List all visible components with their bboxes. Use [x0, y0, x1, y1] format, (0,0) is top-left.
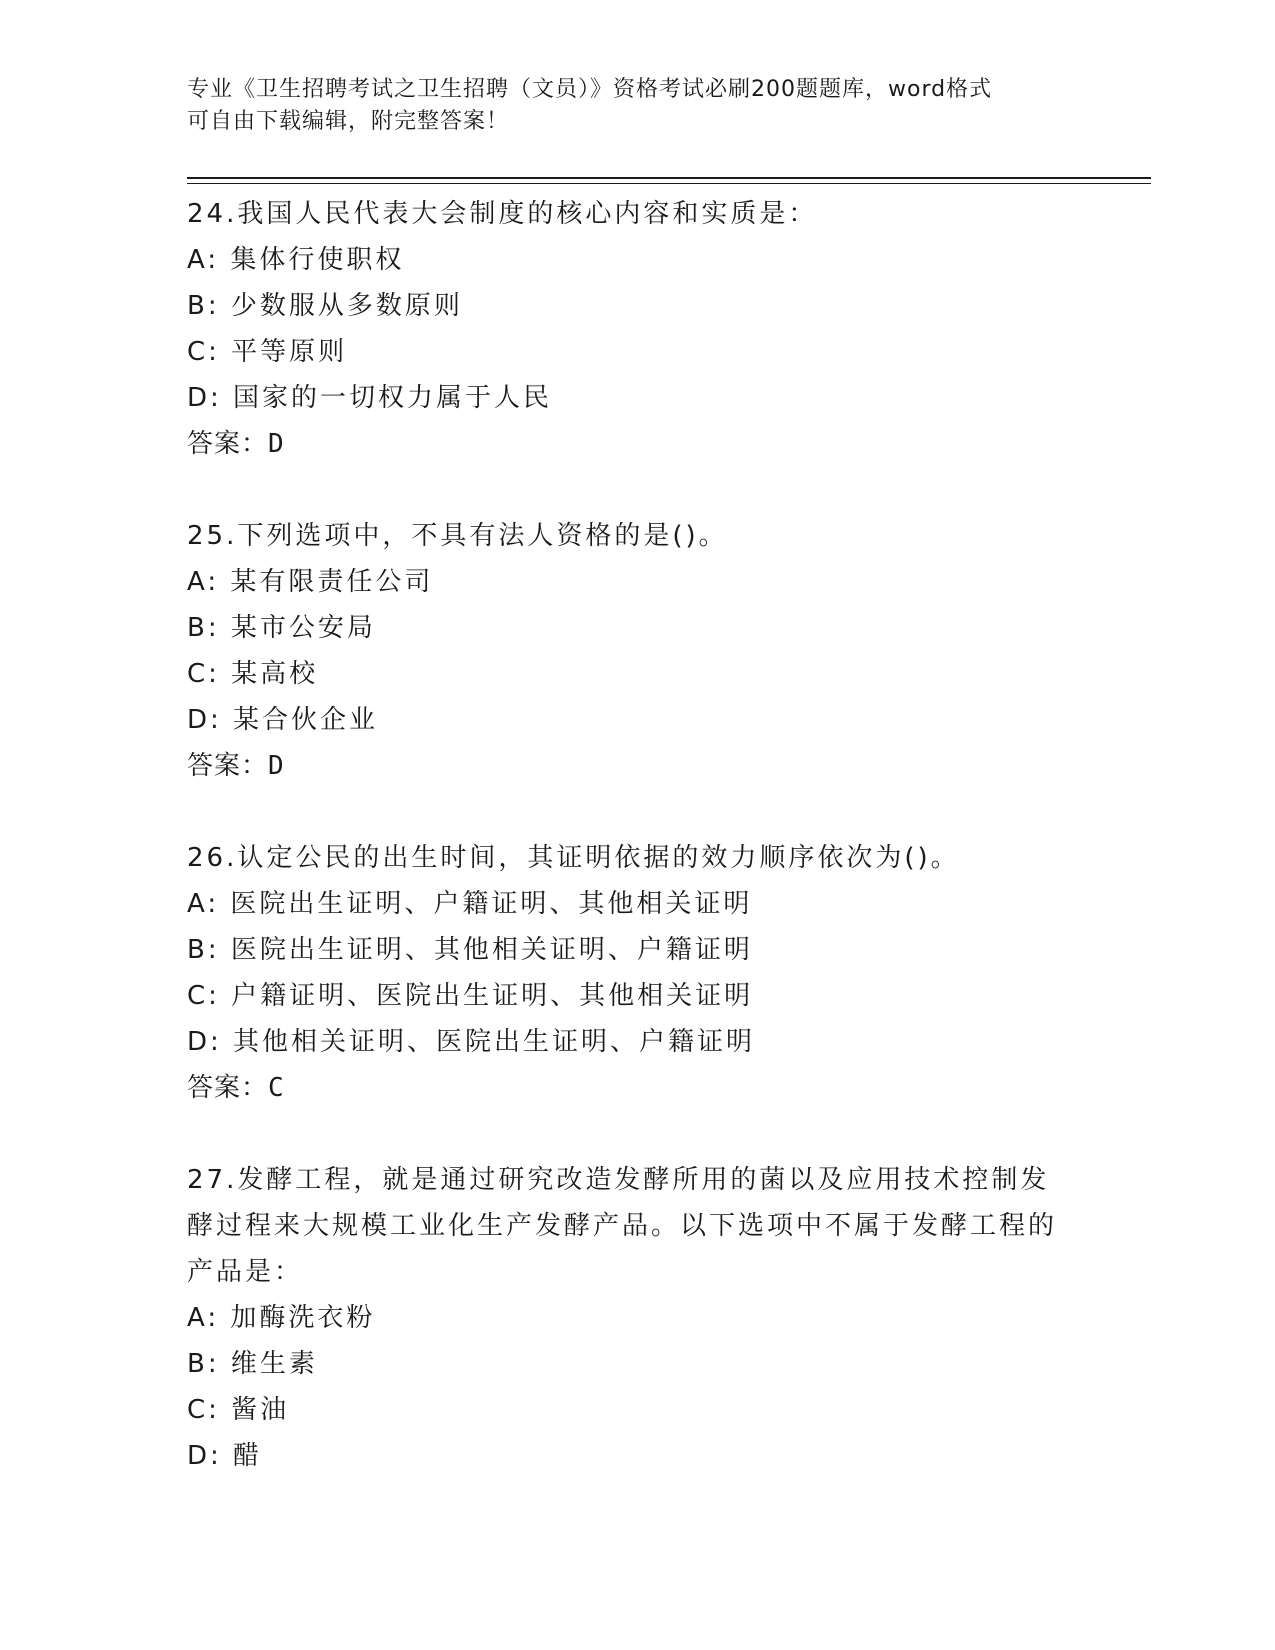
option-c: C: 酱油	[187, 1395, 290, 1425]
question-list	[187, 191, 1087, 1525]
answer-value: D	[268, 429, 285, 459]
option-d: D: 醋	[187, 1441, 263, 1471]
header-title-line-1: 专业《卫生招聘考试之卫生招聘（文员）》资格考试必刷200题题库，word格式	[187, 77, 993, 102]
question-24	[187, 191, 1087, 467]
option-a: A: 加酶洗衣粉	[187, 1303, 376, 1333]
header-divider-thin	[187, 183, 1151, 184]
answer-label: 答案：	[187, 1073, 269, 1103]
answer-value: C	[268, 1073, 285, 1103]
question-stem: 24.我国人民代表大会制度的核心内容和实质是：	[187, 199, 818, 229]
option-d: D: 其他相关证明、医院出生证明、户籍证明	[187, 1027, 756, 1057]
header-title-line-2: 可自由下载编辑，附完整答案！	[187, 109, 510, 134]
question-stem: 27.发酵工程，就是通过研究改造发酵所用的菌以及应用技术控制发酵过程来大规模工业化生产发酵产品。以下选项中不属于发酵工程的产品是：	[187, 1165, 1058, 1287]
option-a: A: 医院出生证明、户籍证明、其他相关证明	[187, 889, 753, 919]
header-divider-thick	[187, 177, 1151, 179]
option-c: C: 户籍证明、医院出生证明、其他相关证明	[187, 981, 754, 1011]
option-c: C: 某高校	[187, 659, 319, 689]
answer-label: 答案：	[187, 751, 269, 781]
answer-line	[187, 743, 1087, 789]
option-b: B: 维生素	[187, 1349, 318, 1379]
answer-value: D	[268, 751, 285, 781]
option-a: A: 集体行使职权	[187, 245, 405, 275]
document-header	[187, 74, 1067, 138]
option-c: C: 平等原则	[187, 337, 348, 367]
answer-line	[187, 421, 1087, 467]
question-stem: 25.下列选项中，不具有法人资格的是()。	[187, 521, 728, 551]
option-b: B: 医院出生证明、其他相关证明、户籍证明	[187, 935, 753, 965]
option-a: A: 某有限责任公司	[187, 567, 434, 597]
option-b: B: 某市公安局	[187, 613, 376, 643]
question-26	[187, 835, 1087, 1111]
option-b: B: 少数服从多数原则	[187, 291, 463, 321]
question-27	[187, 1157, 1087, 1479]
question-stem: 26.认定公民的出生时间，其证明依据的效力顺序依次为()。	[187, 843, 960, 873]
option-d: D: 国家的一切权力属于人民	[187, 383, 553, 413]
answer-line	[187, 1065, 1087, 1111]
answer-label: 答案：	[187, 429, 269, 459]
question-25	[187, 513, 1087, 789]
option-d: D: 某合伙企业	[187, 705, 379, 735]
